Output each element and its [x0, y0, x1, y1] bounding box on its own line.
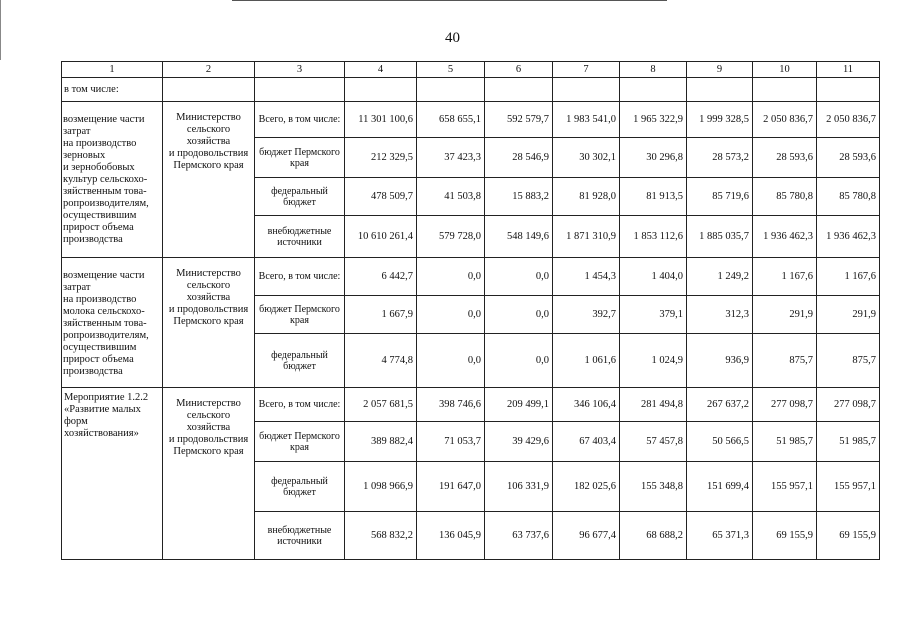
amount-cell: 0,0 [417, 296, 485, 334]
amount-cell: 2 050 836,7 [817, 102, 880, 138]
amount-cell: 568 832,2 [345, 512, 417, 560]
amount-cell: 1 404,0 [620, 258, 687, 296]
amount-cell: 155 348,8 [620, 462, 687, 512]
amount-cell: 1 936 462,3 [817, 216, 880, 258]
amount-cell: 191 647,0 [417, 462, 485, 512]
empty-cell [417, 78, 485, 102]
amount-cell: 2 050 836,7 [753, 102, 817, 138]
amount-cell: 106 331,9 [485, 462, 553, 512]
empty-cell [255, 78, 345, 102]
amount-cell: 63 737,6 [485, 512, 553, 560]
empty-cell [620, 78, 687, 102]
responsible-ministry: Министерство сельского хозяйства и продовольствия Пермского края [163, 258, 255, 388]
column-number-4: 4 [345, 62, 417, 78]
amount-cell: 548 149,6 [485, 216, 553, 258]
amount-cell: 85 780,8 [753, 178, 817, 216]
amount-cell: 30 302,1 [553, 138, 620, 178]
amount-cell: 37 423,3 [417, 138, 485, 178]
funding-source: Всего, в том числе: [255, 102, 345, 138]
amount-cell: 281 494,8 [620, 388, 687, 422]
amount-cell: 6 442,7 [345, 258, 417, 296]
intro-label: в том числе: [62, 78, 163, 102]
amount-cell: 85 780,8 [817, 178, 880, 216]
funding-source: бюджет Пермского края [255, 138, 345, 178]
amount-cell: 0,0 [485, 258, 553, 296]
page-number: 40 [445, 30, 460, 46]
amount-cell: 1 061,6 [553, 334, 620, 388]
amount-cell: 1 936 462,3 [753, 216, 817, 258]
funding-source: Всего, в том числе: [255, 388, 345, 422]
amount-cell: 389 882,4 [345, 422, 417, 462]
amount-cell: 81 913,5 [620, 178, 687, 216]
column-number-11: 11 [817, 62, 880, 78]
amount-cell: 1 885 035,7 [687, 216, 753, 258]
amount-cell: 0,0 [485, 334, 553, 388]
amount-cell: 151 699,4 [687, 462, 753, 512]
amount-cell: 346 106,4 [553, 388, 620, 422]
empty-cell [687, 78, 753, 102]
column-number-5: 5 [417, 62, 485, 78]
amount-cell: 1 999 328,5 [687, 102, 753, 138]
amount-cell: 267 637,2 [687, 388, 753, 422]
column-number-2: 2 [163, 62, 255, 78]
amount-cell: 136 045,9 [417, 512, 485, 560]
measure-description: возмещение части затрат на производство зерновых и зернобобовых культур сельскохо-зяйственным това-ропроизводителям, осуществившим прирост объема производства [62, 102, 163, 258]
table-row [62, 388, 880, 422]
amount-cell: 1 983 541,0 [553, 102, 620, 138]
amount-cell: 51 985,7 [817, 422, 880, 462]
funding-source: внебюджетные источники [255, 512, 345, 560]
amount-cell: 1 871 310,9 [553, 216, 620, 258]
amount-cell: 1 454,3 [553, 258, 620, 296]
amount-cell: 2 057 681,5 [345, 388, 417, 422]
amount-cell: 57 457,8 [620, 422, 687, 462]
column-number-6: 6 [485, 62, 553, 78]
column-number-8: 8 [620, 62, 687, 78]
funding-source: внебюджетные источники [255, 216, 345, 258]
amount-cell: 1 167,6 [753, 258, 817, 296]
empty-cell [753, 78, 817, 102]
column-number-7: 7 [553, 62, 620, 78]
funding-source: федеральный бюджет [255, 334, 345, 388]
amount-cell: 0,0 [417, 258, 485, 296]
funding-source: федеральный бюджет [255, 178, 345, 216]
empty-cell [553, 78, 620, 102]
amount-cell: 1 249,2 [687, 258, 753, 296]
amount-cell: 81 928,0 [553, 178, 620, 216]
amount-cell: 277 098,7 [817, 388, 880, 422]
budget-table [61, 61, 880, 560]
amount-cell: 1 853 112,6 [620, 216, 687, 258]
table-row [62, 102, 880, 138]
column-number-row [62, 62, 880, 78]
amount-cell: 28 593,6 [817, 138, 880, 178]
table-row [62, 258, 880, 296]
amount-cell: 1 098 966,9 [345, 462, 417, 512]
amount-cell: 579 728,0 [417, 216, 485, 258]
amount-cell: 96 677,4 [553, 512, 620, 560]
empty-cell [163, 78, 255, 102]
amount-cell: 1 667,9 [345, 296, 417, 334]
amount-cell: 41 503,8 [417, 178, 485, 216]
amount-cell: 0,0 [485, 296, 553, 334]
amount-cell: 30 296,8 [620, 138, 687, 178]
amount-cell: 875,7 [753, 334, 817, 388]
top-rule [232, 0, 667, 1]
amount-cell: 0,0 [417, 334, 485, 388]
amount-cell: 392,7 [553, 296, 620, 334]
amount-cell: 68 688,2 [620, 512, 687, 560]
amount-cell: 212 329,5 [345, 138, 417, 178]
amount-cell: 875,7 [817, 334, 880, 388]
funding-source: федеральный бюджет [255, 462, 345, 512]
amount-cell: 155 957,1 [817, 462, 880, 512]
amount-cell: 71 053,7 [417, 422, 485, 462]
responsible-ministry: Министерство сельского хозяйства и продовольствия Пермского края [163, 388, 255, 560]
amount-cell: 50 566,5 [687, 422, 753, 462]
empty-cell [345, 78, 417, 102]
amount-cell: 291,9 [753, 296, 817, 334]
responsible-ministry: Министерство сельского хозяйства и продовольствия Пермского края [163, 102, 255, 258]
amount-cell: 69 155,9 [817, 512, 880, 560]
empty-cell [485, 78, 553, 102]
funding-source: Всего, в том числе: [255, 258, 345, 296]
funding-source: бюджет Пермского края [255, 296, 345, 334]
measure-description: возмещение части затрат на производство молока сельскохо-зяйственным това-ропроизводителям, осуществившим прирост объема производства [62, 258, 163, 388]
amount-cell: 67 403,4 [553, 422, 620, 462]
amount-cell: 11 301 100,6 [345, 102, 417, 138]
amount-cell: 182 025,6 [553, 462, 620, 512]
amount-cell: 39 429,6 [485, 422, 553, 462]
amount-cell: 936,9 [687, 334, 753, 388]
amount-cell: 155 957,1 [753, 462, 817, 512]
amount-cell: 398 746,6 [417, 388, 485, 422]
amount-cell: 277 098,7 [753, 388, 817, 422]
amount-cell: 51 985,7 [753, 422, 817, 462]
amount-cell: 379,1 [620, 296, 687, 334]
column-number-1: 1 [62, 62, 163, 78]
amount-cell: 65 371,3 [687, 512, 753, 560]
amount-cell: 28 573,2 [687, 138, 753, 178]
amount-cell: 4 774,8 [345, 334, 417, 388]
amount-cell: 1 167,6 [817, 258, 880, 296]
amount-cell: 28 593,6 [753, 138, 817, 178]
funding-source: бюджет Пермского края [255, 422, 345, 462]
amount-cell: 592 579,7 [485, 102, 553, 138]
amount-cell: 312,3 [687, 296, 753, 334]
amount-cell: 291,9 [817, 296, 880, 334]
measure-description: Мероприятие 1.2.2 «Развитие малых форм хозяйствования» [62, 388, 163, 560]
amount-cell: 10 610 261,4 [345, 216, 417, 258]
amount-cell: 69 155,9 [753, 512, 817, 560]
intro-row [62, 78, 880, 102]
column-number-3: 3 [255, 62, 345, 78]
amount-cell: 85 719,6 [687, 178, 753, 216]
column-number-9: 9 [687, 62, 753, 78]
empty-cell [817, 78, 880, 102]
amount-cell: 658 655,1 [417, 102, 485, 138]
amount-cell: 28 546,9 [485, 138, 553, 178]
amount-cell: 1 024,9 [620, 334, 687, 388]
column-number-10: 10 [753, 62, 817, 78]
amount-cell: 209 499,1 [485, 388, 553, 422]
amount-cell: 478 509,7 [345, 178, 417, 216]
amount-cell: 15 883,2 [485, 178, 553, 216]
amount-cell: 1 965 322,9 [620, 102, 687, 138]
